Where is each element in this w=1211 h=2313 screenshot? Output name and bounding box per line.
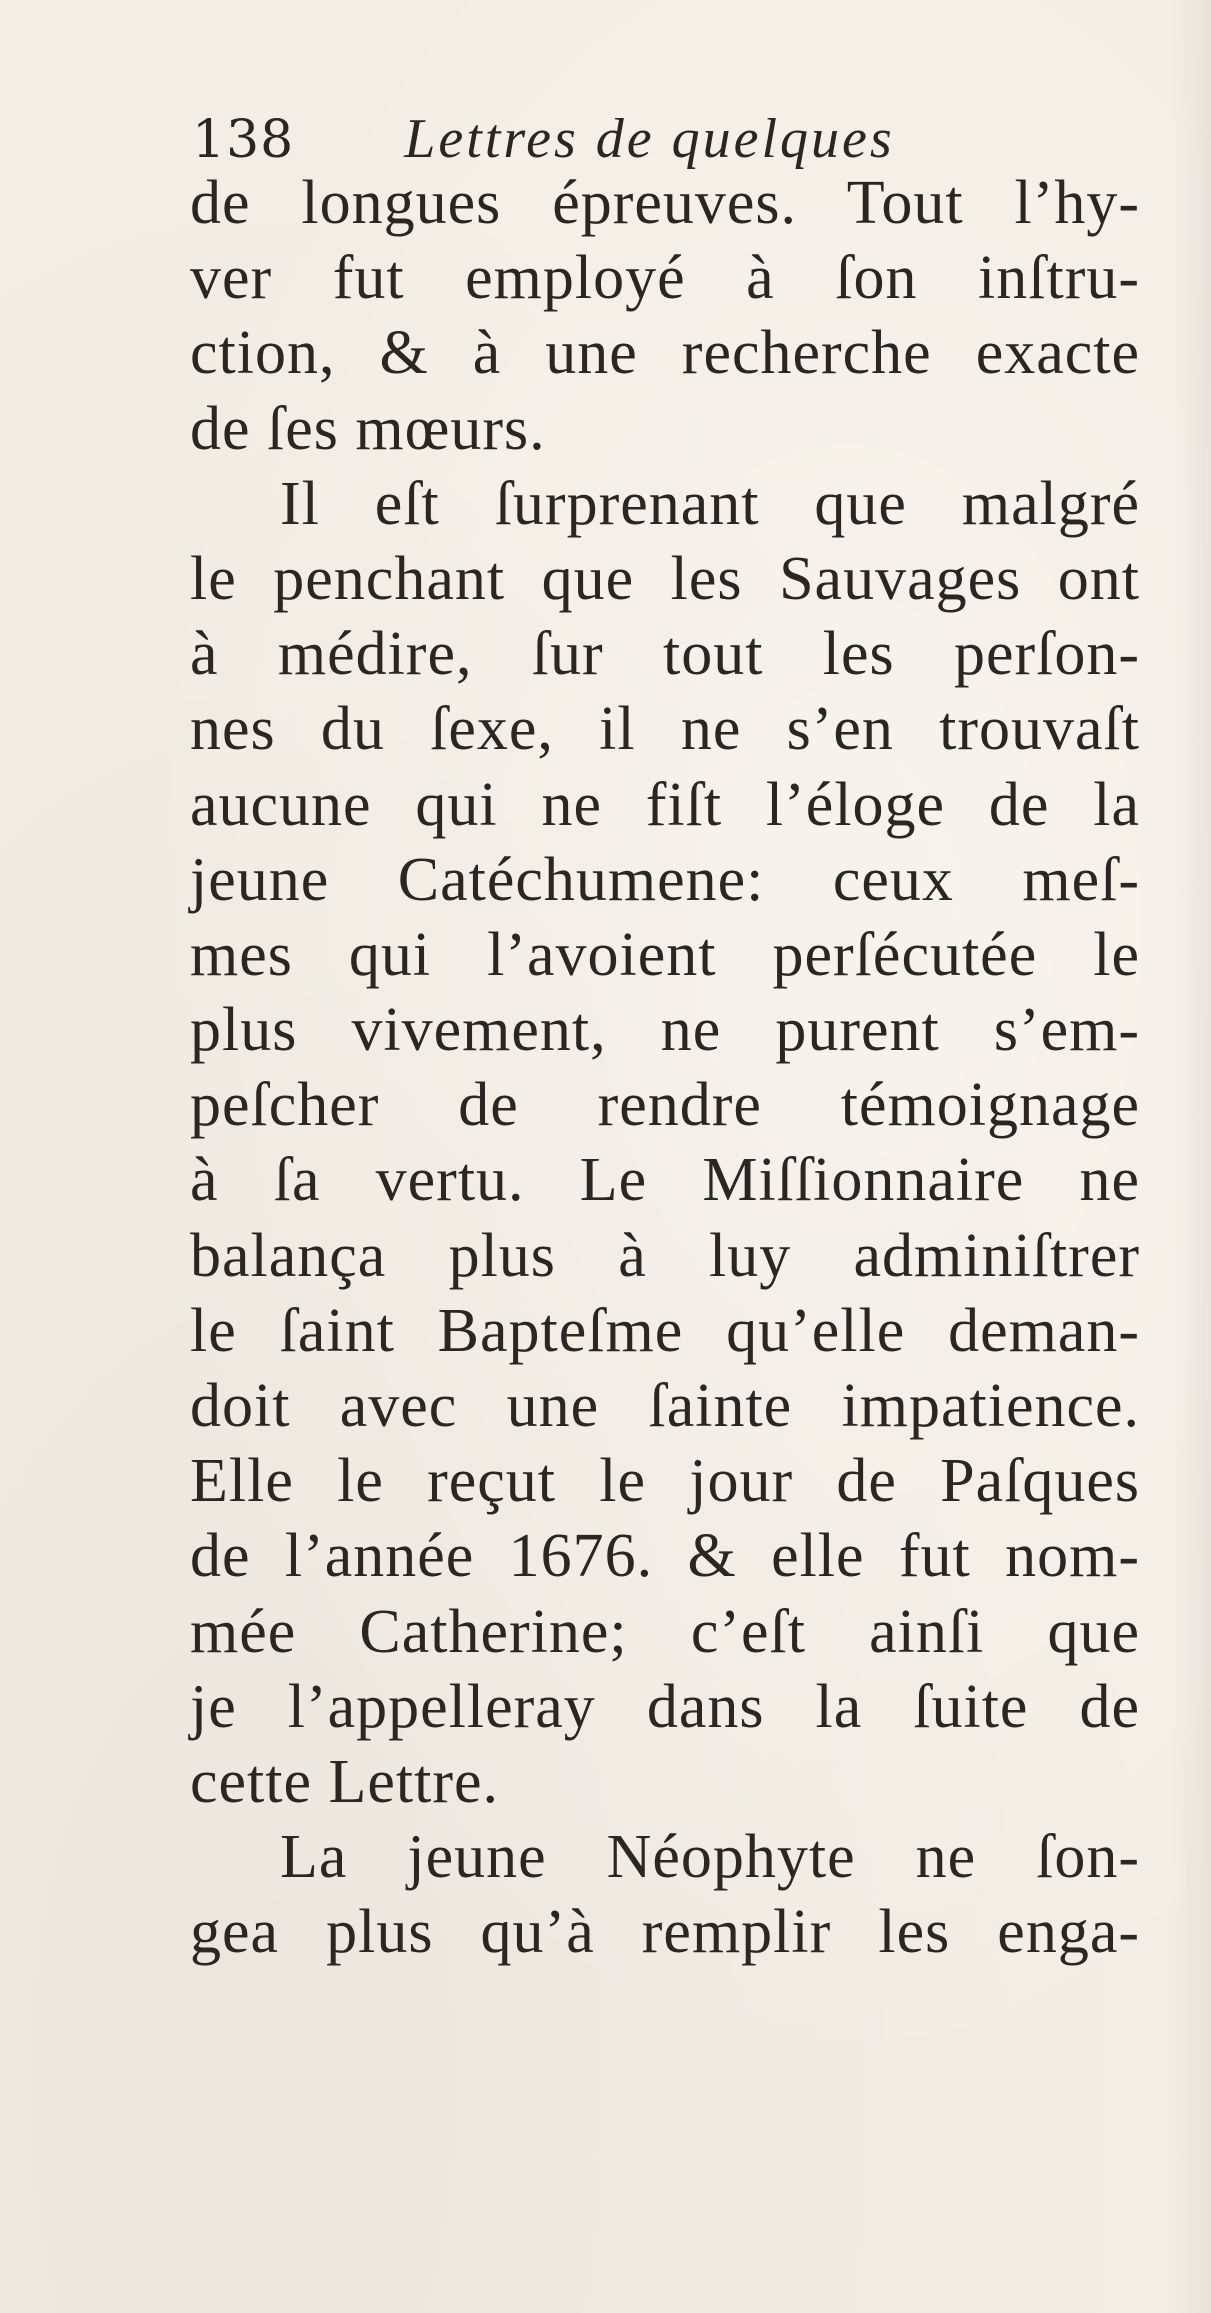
running-head [192,104,895,174]
text-line: ver fut employé à ſon inſtru- [190,244,1140,313]
paragraph-start-line: Il eſt ſurprenant que malgré [280,469,1140,538]
text-line: ction, & à une recherche exacte [190,319,1140,388]
text-line: cette Lettre. [190,1747,500,1816]
text-line: plus vivement, ne purent s’em- [190,996,1140,1065]
text-line: peſcher de rendre témoignage [190,1071,1140,1140]
text-line: mes qui l’avoient perſécutée le [190,920,1140,989]
page-number: 138 [192,110,295,170]
text-line: balança plus à luy adminiſtrer [190,1221,1140,1290]
paragraph-start-line: La jeune Néophyte ne ſon- [280,1823,1140,1892]
text-line: le penchant que les Sauvages ont [190,544,1140,613]
running-title: Lettres de quelques [404,108,895,170]
text-line: de longues épreuves. Tout l’hy- [190,169,1140,237]
text-line: Elle le reçut le jour de Paſques [190,1447,1140,1516]
text-line: le ſaint Bapteſme qu’elle deman- [190,1296,1140,1365]
text-line: gea plus qu’à remplir les enga- [190,1898,1140,1967]
text-line: jeune Catéchumene: ceux meſ- [190,845,1140,914]
text-line: nes du ſexe, il ne s’en trouvaſt [190,695,1140,764]
text-line: je l’appelleray dans la ſuite de [190,1672,1140,1741]
page-edge-shadow [1171,0,1211,2313]
text-line: à médire, ſur tout les perſon- [190,620,1140,689]
body-text [190,166,1140,1971]
text-line: aucune qui ne fiſt l’éloge de la [190,770,1140,839]
text-line: de l’année 1676. & elle fut nom- [190,1522,1140,1591]
text-line: mée Catherine; c’eſt ainſi que [190,1597,1140,1666]
text-line: à ſa vertu. Le Miſſionnaire ne [190,1146,1140,1215]
text-line: de ſes mœurs. [190,394,546,463]
text-line: doit avec une ſainte impatience. [190,1372,1140,1440]
